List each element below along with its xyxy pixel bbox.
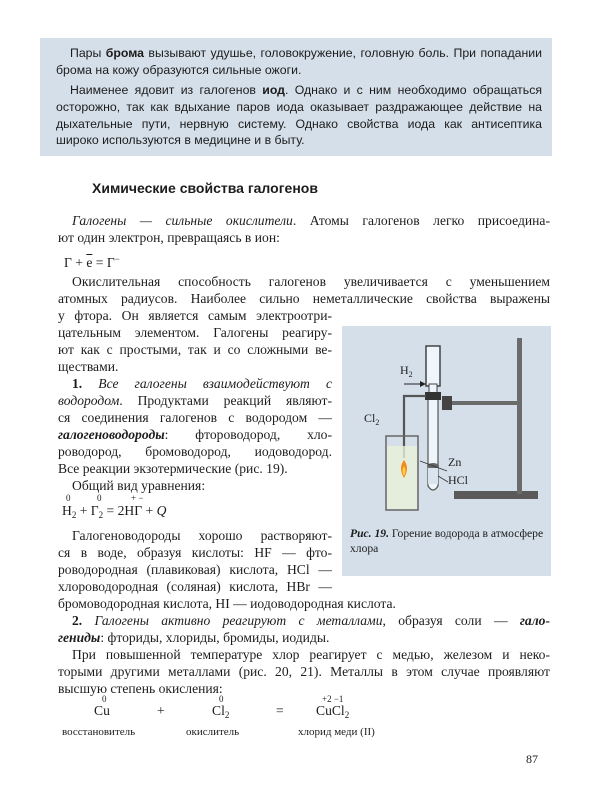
plus-sign: +	[157, 703, 165, 718]
role-product: хлорид меди (II)	[298, 726, 375, 738]
equals-sign: =	[276, 703, 284, 718]
info-paragraph-bromine: Пары брома вызывают удушье, головокружение, головную боль. При попадании брома на кожу образуются сильные ожоги.	[56, 46, 543, 77]
arrow-head-icon	[420, 381, 426, 387]
text-line: ся в воде, образуя кислоты: HF — фто-	[58, 545, 332, 560]
oxidation-state: +2 −1	[322, 694, 344, 704]
text-line: бромоводородная кислота, HI — иодоводородная кислота.	[58, 596, 396, 611]
text-line: 1. Все галогены взаимодействуют с	[72, 376, 332, 391]
label-h2: $H_2$	[400, 363, 413, 379]
text-line: ют как с простыми, так и со сложными ве-	[58, 342, 332, 357]
figure-caption: Рис. 19. Горение водорода в атмосфере хлора	[350, 527, 544, 555]
text-line: водородом. Продуктами реакций являют-	[58, 393, 332, 408]
text-line: При повышенной температуре хлор реагирует с медью, железом и неко-	[72, 647, 550, 662]
figure-19	[342, 326, 551, 576]
text-line: гениды: фториды, хлориды, бромиды, иодиды.	[58, 630, 330, 645]
clamp-head	[442, 396, 452, 410]
label-hcl: HCl	[448, 473, 469, 487]
text-line: 2. Галогены активно реагируют с металлами, образуя соли — гало-	[72, 613, 550, 628]
text-line: ют один электрон, превращаясь в ион:	[58, 230, 280, 245]
text-line: Все реакции экзотермические (рис. 19).	[58, 461, 288, 476]
oxidation-state: 0	[219, 694, 224, 704]
stand-rod	[517, 338, 522, 494]
text-line: атомных радиусов. Наиболее сильно неметаллические свойства выражены	[58, 291, 550, 306]
text-line: галогеноводороды: фтороводород, хло-	[58, 427, 332, 442]
text-line: у фтора. Он является самым электроотри-	[58, 308, 332, 323]
info-paragraph-iodine: Наименее ядовит из галогенов иод. Однако и с ним необходимо обращаться осторожно, так как вдыхание паров иода оказывает раздражающее действие на дыхательные пути, нервную систему. Однако свойства иода как антисептика широко используются в медицине и в быту.	[56, 83, 542, 148]
funnel-tube	[426, 346, 440, 386]
text-line: Галогеноводороды хорошо растворяют-	[72, 528, 332, 543]
clamp-arm	[450, 401, 520, 405]
section-heading: Химические свойства галогенов	[92, 180, 318, 196]
text-line: хлороводородная (соляная) кислота, HBr —	[58, 579, 332, 594]
text-line: ся соединения галогенов с водородом —	[58, 410, 332, 425]
copper-chloride-formula: CuCl$_2$	[316, 703, 350, 720]
role-reducer: восстановитель	[62, 726, 136, 738]
oxidation-state: 0	[97, 493, 102, 503]
text-line: цательным элементом. Галогены реагиру-	[58, 325, 332, 340]
text-line: Окислительная способность галогенов увеличивается с уменьшением	[72, 274, 550, 289]
copper-formula: Cu	[94, 703, 110, 718]
stand-base	[454, 491, 538, 499]
text-line: роводород, бромоводород, иодоводород.	[58, 444, 332, 459]
text-line: роводородная (плавиковая) кислота, HCl —	[58, 562, 332, 577]
oxidation-state: 0	[102, 694, 107, 704]
role-oxidizer: окислитель	[186, 726, 240, 738]
ion-equation: $Г + \overline{e} = Г^-$	[64, 254, 120, 270]
info-box	[40, 38, 552, 156]
acid-liquid	[428, 468, 438, 484]
oxidation-state: + −	[131, 493, 144, 503]
text-line: Общий вид уравнения:	[72, 478, 206, 493]
label-cl2: $Cl_2$	[364, 411, 380, 427]
pointer-hcl	[438, 476, 448, 482]
general-equation: $H_2 + Г_2 = 2HГ + Q$	[62, 503, 167, 520]
text-line: высшую степень окисления:	[58, 681, 223, 696]
label-zn: Zn	[448, 455, 462, 469]
chlorine-formula: $Cl_2$	[212, 703, 230, 720]
oxidation-state: 0	[66, 493, 71, 503]
stopper	[425, 392, 441, 400]
chlorine-gas	[387, 446, 417, 509]
page-number: 87	[526, 752, 538, 766]
text-line: Галогены — сильные окислители. Атомы галогенов легко присоедина-	[72, 213, 550, 228]
text-line: торыми другими металлами (рис. 20, 21). Металлы в этом случае проявляют	[58, 664, 550, 679]
text-line: ществами.	[58, 359, 119, 374]
